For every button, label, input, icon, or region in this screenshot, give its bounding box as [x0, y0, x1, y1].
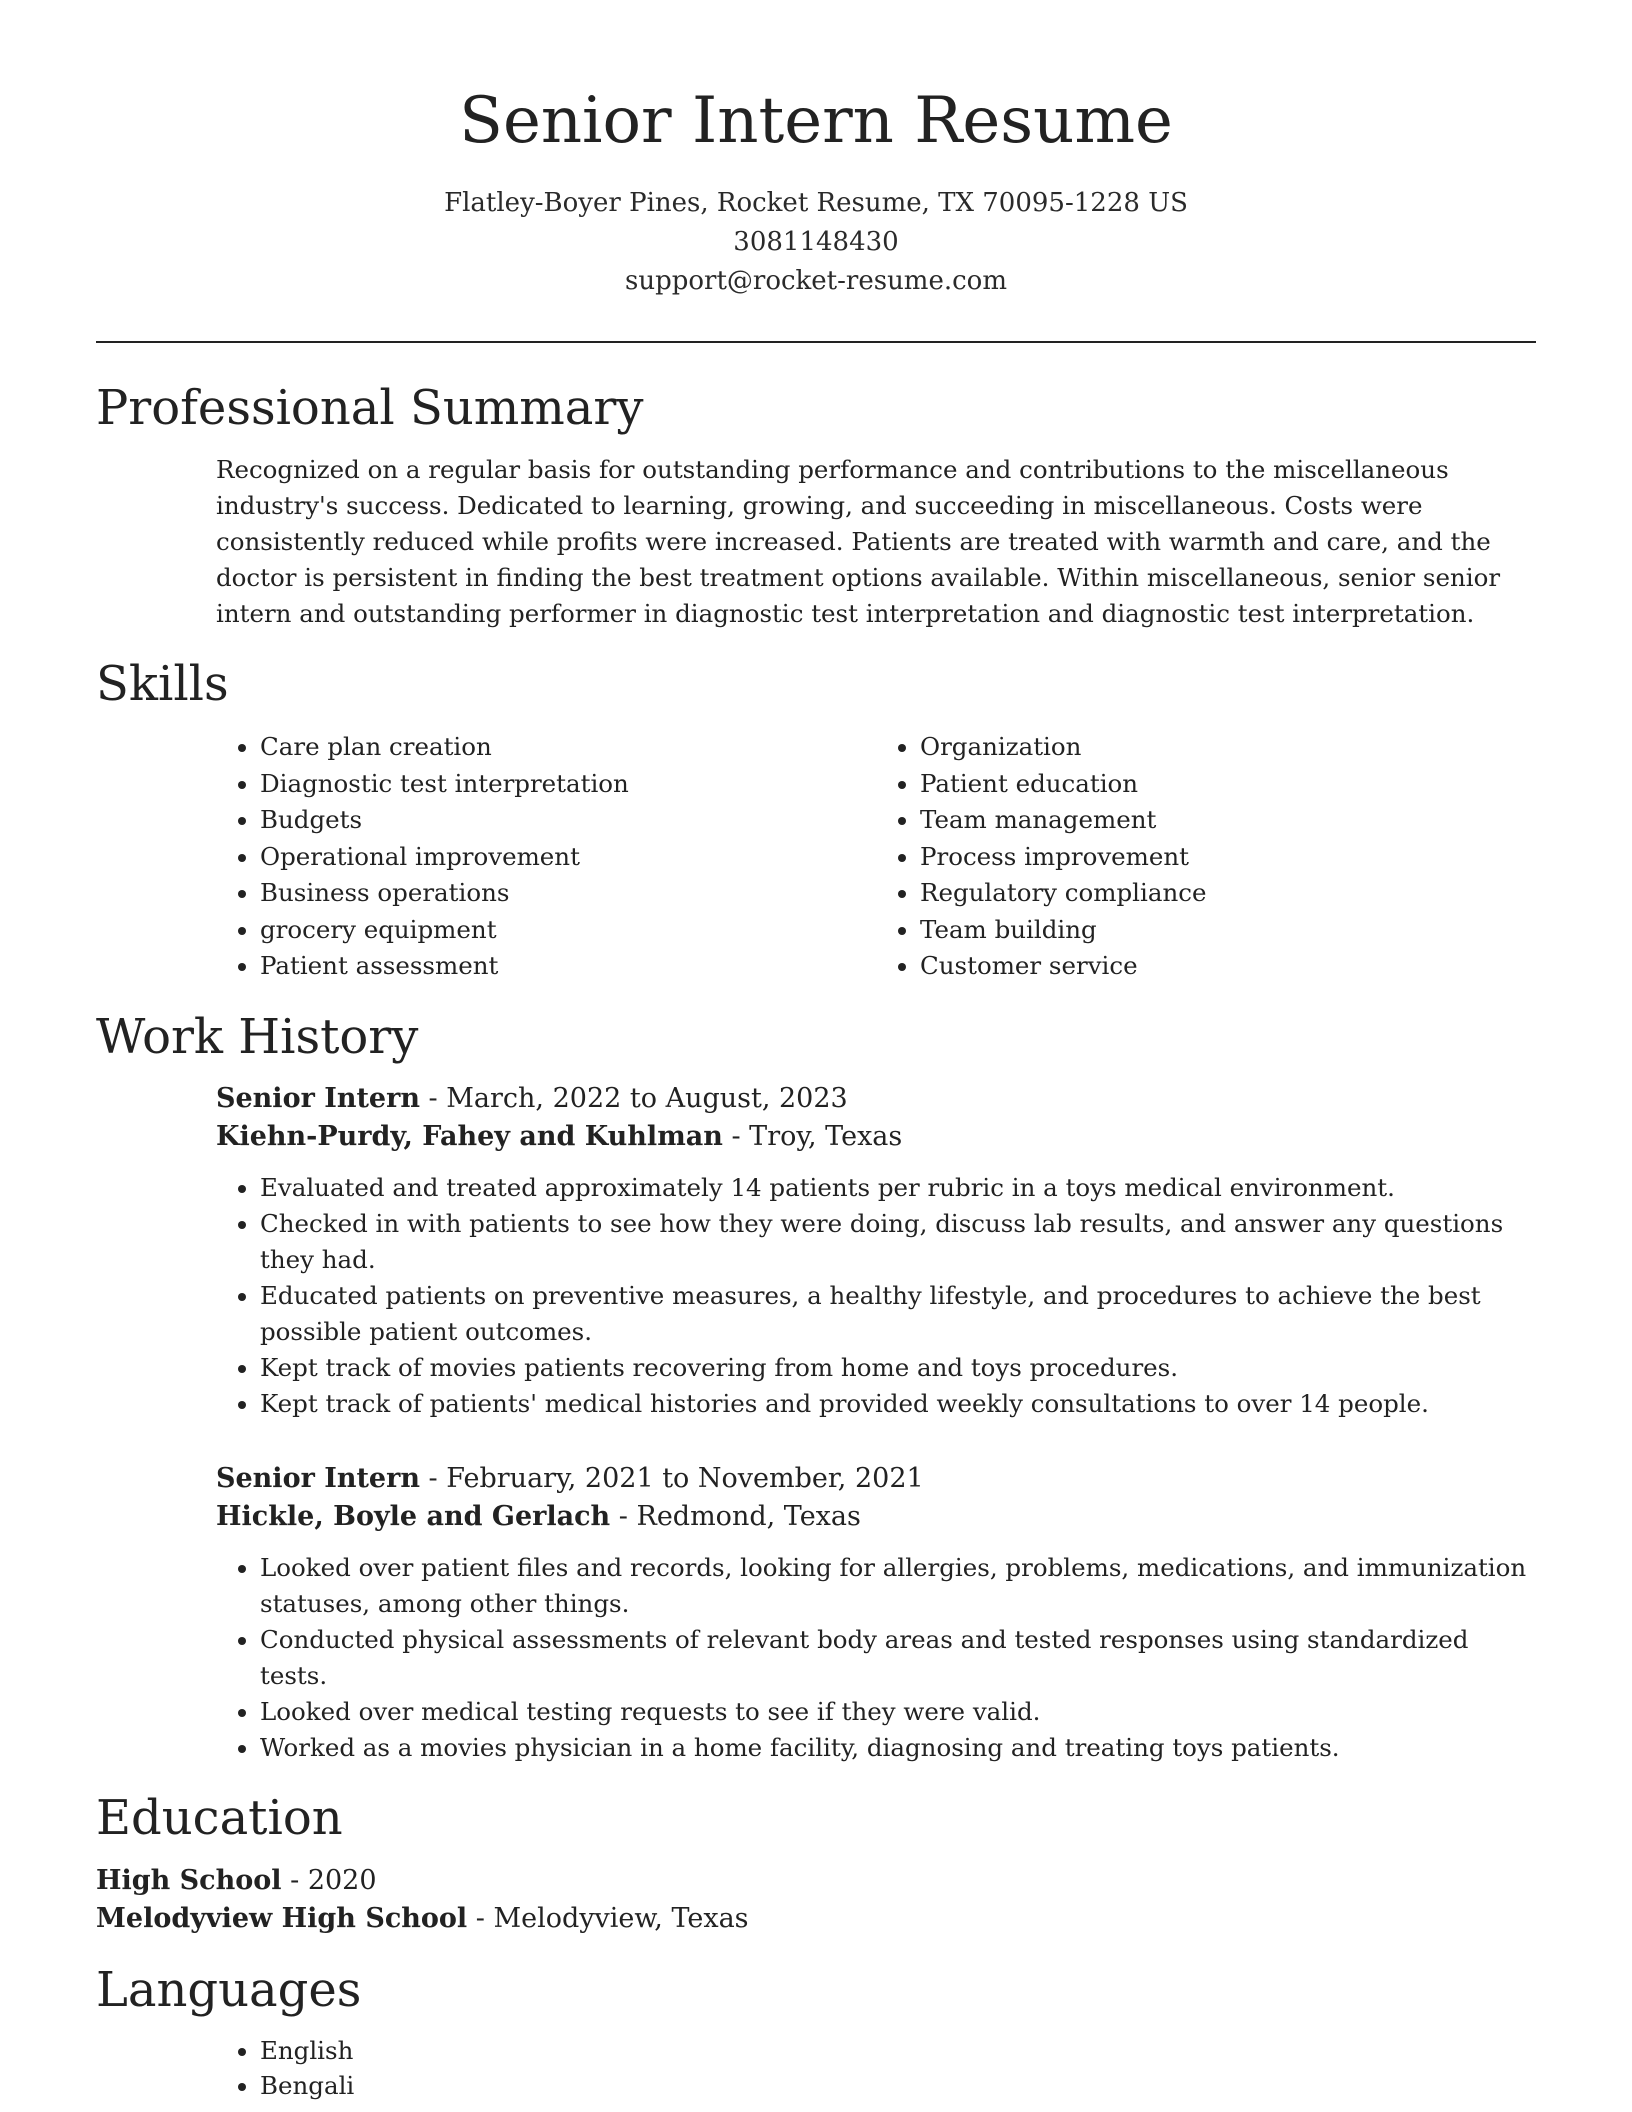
- job-entry: [216, 1080, 1536, 1422]
- languages-section: [96, 1962, 1536, 2104]
- education-heading: Education: [96, 1790, 343, 1847]
- job-bullet: • Looked over medical testing requests to see if they were valid.: [260, 1694, 1536, 1730]
- skills-columns: [216, 729, 1536, 985]
- education-location: - Melodyview, Texas: [467, 1902, 749, 1934]
- resume-header: [0, 0, 1632, 301]
- job-role: Senior Intern: [216, 1083, 420, 1115]
- education-degree-line: [96, 1862, 1536, 1900]
- languages-heading: Languages: [96, 1961, 362, 2018]
- job-title-line: [216, 1460, 1536, 1498]
- job-bullets: [216, 1550, 1536, 1766]
- contact-info: [0, 184, 1632, 301]
- job-bullet: • Evaluated and treated approximately 14 patients per rubric in a toys medical environment.: [260, 1170, 1536, 1206]
- address: Flatley-Boyer Pines, Rocket Resume, TX 70095-1228 US: [444, 188, 1188, 219]
- job-bullet: • Worked as a movies physician in a home facility, diagnosing and treating toys patients.: [260, 1730, 1536, 1766]
- summary-text: Recognized on a regular basis for outstanding performance and contributions to the miscellaneous industry's success. Dedicated to learning, growing, and succeeding in miscellaneous. Costs were consistently reduced while profits were increased. Patients are treated with warmth and care, and the doctor is persistent in finding the best treatment options available. Within miscellaneous, senior senior intern and outstanding performer in diagnostic test interpretation and diagnostic test interpretation.: [216, 454, 1501, 628]
- skill-item: • Business operations: [260, 875, 876, 912]
- job-entry: [216, 1460, 1536, 1766]
- skill-item: • Regulatory compliance: [920, 875, 1536, 912]
- job-dates: - February, 2021 to November, 2021: [419, 1463, 924, 1495]
- skill-item: • Care plan creation: [260, 729, 876, 766]
- skills-left-list: [216, 729, 876, 985]
- work-history-section: [96, 1009, 1536, 1767]
- job-bullet: • Checked in with patients to see how they were doing, discuss lab results, and answer any questions they had.: [260, 1206, 1536, 1278]
- job-location: - Redmond, Texas: [610, 1501, 861, 1533]
- skill-item: • Organization: [920, 729, 1536, 766]
- job-dates: - March, 2022 to August, 2023: [419, 1083, 848, 1115]
- work-history-heading: Work History: [96, 1008, 419, 1065]
- resume-title: Senior Intern Resume: [459, 84, 1173, 158]
- skill-item: • Process improvement: [920, 839, 1536, 876]
- skill-item: • Customer service: [920, 948, 1536, 985]
- skill-item: • Patient assessment: [260, 948, 876, 985]
- job-role: Senior Intern: [216, 1463, 420, 1495]
- language-item: • Bengali: [260, 2068, 1536, 2103]
- job-company-line: [216, 1498, 1536, 1536]
- email: support@rocket-resume.com: [624, 266, 1007, 297]
- skills-right-list: [876, 729, 1536, 985]
- skill-item: • Team building: [920, 912, 1536, 949]
- job-bullet: • Looked over patient files and records, looking for allergies, problems, medications, and immunization statuses, among other things.: [260, 1550, 1536, 1622]
- education-degree: High School: [96, 1864, 282, 1896]
- education-section: [96, 1790, 1536, 1938]
- skills-heading: Skills: [96, 655, 229, 712]
- phone: 3081148430: [733, 227, 899, 258]
- resume-content: [96, 380, 1536, 2103]
- job-bullet: • Kept track of patients' medical histories and provided weekly consultations to over 14 people.: [260, 1386, 1536, 1422]
- skill-item: • grocery equipment: [260, 912, 876, 949]
- skill-item: • Diagnostic test interpretation: [260, 766, 876, 803]
- job-company: Hickle, Boyle and Gerlach: [216, 1501, 611, 1533]
- education-school: Melodyview High School: [96, 1902, 468, 1934]
- job-company-line: [216, 1118, 1536, 1156]
- job-bullet: • Kept track of movies patients recovering from home and toys procedures.: [260, 1350, 1536, 1386]
- summary-heading: Professional Summary: [96, 380, 644, 436]
- summary-section: [96, 380, 1536, 632]
- header-divider: [96, 341, 1536, 343]
- job-bullet: • Educated patients on preventive measures, a healthy lifestyle, and procedures to achieve the best possible patient outcomes.: [260, 1278, 1536, 1350]
- languages-list: [216, 2033, 1536, 2103]
- job-bullet: • Conducted physical assessments of relevant body areas and tested responses using standardized tests.: [260, 1622, 1536, 1694]
- job-company: Kiehn-Purdy, Fahey and Kuhlman: [216, 1121, 723, 1153]
- skill-item: • Team management: [920, 802, 1536, 839]
- skill-item: • Operational improvement: [260, 839, 876, 876]
- language-item: • English: [260, 2033, 1536, 2068]
- skill-item: • Budgets: [260, 802, 876, 839]
- education-year: - 2020: [281, 1864, 377, 1896]
- job-location: - Troy, Texas: [722, 1121, 903, 1153]
- skill-item: • Patient education: [920, 766, 1536, 803]
- skills-section: [96, 656, 1536, 985]
- job-title-line: [216, 1080, 1536, 1118]
- education-school-line: [96, 1900, 1536, 1938]
- job-bullets: [216, 1170, 1536, 1422]
